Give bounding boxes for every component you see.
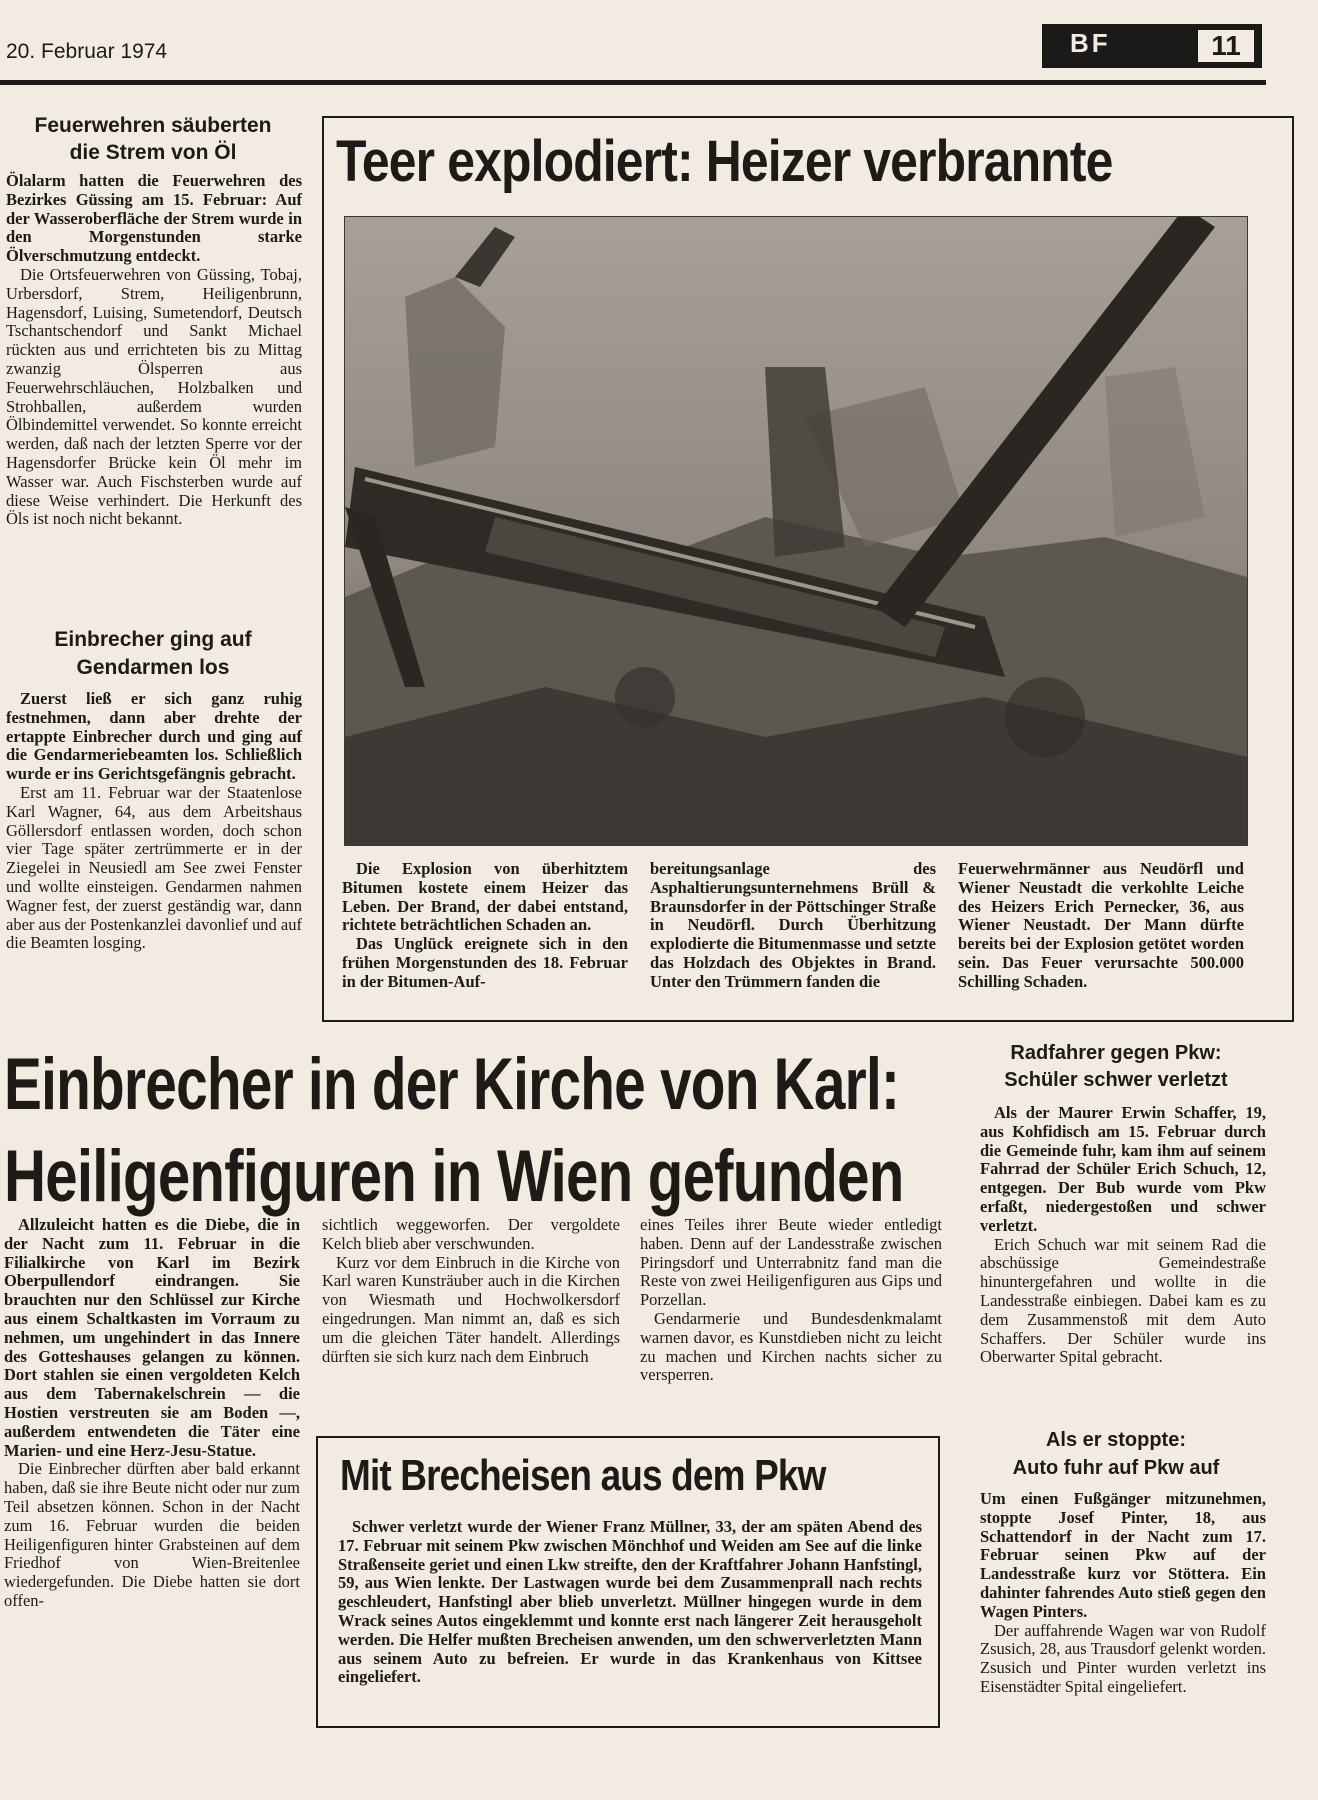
main-story-headline: Teer explodiert: Heizer verbrannte (336, 129, 1113, 194)
church-col-1 (4, 1216, 300, 1611)
oil-headline-line-1: Feuerwehren säuberten (34, 114, 272, 137)
oil-article-body (6, 172, 302, 529)
cyclist-headline-line-2: Schüler schwer verletzt (1004, 1069, 1228, 1091)
cyclist-headline (966, 1040, 1266, 1094)
oil-article-paragraph: Die Ortsfeuerwehren von Güssing, Tobaj, Urbersdorf, Strem, Heiligenbrunn, Hagensdorf, Luising, Sumetendorf, Deutsch Tschantschendorf und Sankt Michael rückten aus und errichteten bis zu Mittag zwanzig Ölsperren aus Feuerwehrschläuchen, Holzbalken und Strohballen, außerdem wurden Ölbindemittel verwendet. So konnte erreicht werden, daß nach der letzten Sperre vor der Hagensdorfer Brücke kein Öl mehr im Wasser war. Auch Fischsterben wurde auf diese Weise verhindert. Die Herkunft des Öls ist noch nicht bekannt. (6, 264, 302, 529)
cyclist-body (980, 1104, 1266, 1367)
church-col-2-p1: sichtlich weggeworfen. Der vergoldete Kelch blieb aber verschwunden. (322, 1215, 620, 1253)
burglar-headline-line-2: Gendarmen los (76, 656, 230, 679)
church-col-2 (322, 1216, 620, 1366)
crowbar-body (338, 1518, 922, 1687)
burglar-headline-line-1: Einbrecher ging auf (54, 628, 252, 651)
church-col-3-p1: eines Teiles ihrer Beute wieder entledigt haben. Denn auf der Landesstraße zwischen Piringsdorf und Unterrabnitz fand man die Reste von zwei Heiligenfiguren aus Gips und Porzellan. (640, 1215, 942, 1310)
crowbar-paragraph: Schwer verletzt wurde der Wiener Franz Müllner, 33, der am späten Abend des 17. Februar mit seinem Pkw zwischen Mönchhof und Weiden am See auf die linke Straßenseite geriet und einen Lkw streifte, den der Kraftfahrer Johann Hanfstingl, 59, aus Wien lenkte. Der Lastwagen wurde bei dem Zusammenprall nach rechts geschleudert, Hanfstingl aber blieb unverletzt. Müllner hingegen wurde in dem Wrack seines Autos eingeklemmt und konnte erst nach längerer Zeit herausgeholt werden. Die Helfer mußten Brecheisen anwenden, um den schwerverletzten Mann aus seinem Auto zu befreien. Er wurde in das Krankenhaus von Kittsee eingeliefert. (338, 1517, 922, 1687)
rearend-body (980, 1490, 1266, 1697)
rearend-headline (966, 1426, 1266, 1482)
oil-headline-line-2: die Strem von Öl (69, 141, 237, 164)
burglar-article-body (6, 690, 302, 953)
burglar-article-lead: Zuerst ließ er sich ganz ruhig festnehmen, dann aber drehte der ertappte Einbrecher durch und ging auf die Gendarmeriebeamten los. Schließlich wurde er ins Gerichtsgefängnis gebracht. (6, 689, 302, 784)
header-rule (0, 80, 1266, 85)
burglar-article-headline (8, 626, 298, 682)
main-caption-col-3 (958, 860, 1244, 992)
crowbar-headline: Mit Brecheisen aus dem Pkw (340, 1451, 826, 1500)
cyclist-headline-line-1: Radfahrer gegen Pkw: (1010, 1042, 1222, 1064)
main-caption-col-1 (342, 860, 628, 992)
rearend-headline-line-2: Auto fuhr auf Pkw auf (1012, 1457, 1220, 1479)
church-col-2-p2: Kurz vor dem Einbruch in die Kirche von Karl waren Kunsträuber auch in die Kirchen von Wiesmath und Hochwolkersdorf eingedrungen. Man nimmt an, daß es sich um die gleichen Täter handelt. Allerdings dürften sie sich kurz nach dem Einbruch (322, 1252, 620, 1366)
church-col-3-p2: Gendarmerie und Bundesdenkmalamt warnen davor, es Kunstdieben nicht zu leicht zu machen und Kirchen nachts sicher zu versperren. (640, 1308, 942, 1385)
church-headline-line-2: Heiligenfiguren in Wien gefunden (4, 1136, 904, 1217)
issue-date: 20. Februar 1974 (6, 40, 168, 63)
main-caption-col-2-text: bereitungsanlage des Asphaltierungsunternehmens Brüll & Braunsdorfer in der Pöttschinger Straße in Neudörfl. Durch Überhitzung explodierte die Bitumenmasse und setzte das Holzdach des Objektes in Brand. Unter den Trümmern fanden die (650, 859, 936, 991)
cyclist-lead: Als der Maurer Erwin Schaffer, 19, aus Kohfidisch am 15. Februar durch die Gemeinde fuhr, kam ihm auf seinem Fahrrad der Schüler Erich Schuch, 12, entgegen. Der Bub wurde vom Pkw erfaßt, niedergestoßen und schwer verletzt. (980, 1103, 1266, 1235)
rearend-paragraph: Der auffahrende Wagen war von Rudolf Zsusich, 28, aus Trausdorf gelenkt worden. Zsusich und Pinter wurden verletzt ins Eisenstädter Spital eingeliefert. (980, 1620, 1266, 1696)
main-caption-lead: Die Explosion von überhitztem Bitumen kostete einem Heizer das Leben. Der Brand, der dabei entstand, richtete beträchtlichen Schaden an. (342, 859, 628, 935)
main-caption-col-2 (650, 860, 936, 992)
main-caption-col-1-rest: Das Unglück ereignete sich in den frühen Morgenstunden des 18. Februar in der Bitumen-Auf- (342, 934, 628, 991)
rearend-lead: Um einen Fußgänger mitzunehmen, stoppte Josef Pinter, 18, aus Schattendorf in der Nacht zum 17. Februar seinen Pkw auf der Landesstraße kurz vor Stöttera. Ein dahinter fahrendes Auto stieß gegen den Wagen Pinters. (980, 1489, 1266, 1621)
fire-scene-illustration (345, 217, 1247, 845)
oil-article-headline (8, 112, 298, 166)
church-col-1-rest: Die Einbrecher dürften aber bald erkannt haben, daß sie ihre Beute nicht oder nur zum Teil absetzen können. Schon in der Nacht zum 16. Februar wurden die beiden Heiligenfiguren hinter Grabsteinen auf dem Friedhof von Wien-Breitenlee wiedergefunden. Die Diebe hatten sie dort offen- (4, 1459, 300, 1610)
rearend-headline-line-1: Als er stoppte: (1045, 1429, 1187, 1451)
section-label: BF (1070, 28, 1111, 58)
cyclist-paragraph: Erich Schuch war mit seinem Rad die abschüssige Gemeindestraße hinuntergefahren und wollte in die Landesstraße einbiegen. Dabei kam es zu dem Zusammenstoß mit dem Auto Schaffers. Der Schüler wurde ins Oberwarter Spital gebracht. (980, 1234, 1266, 1367)
oil-article-lead: Ölalarm hatten die Feuerwehren des Bezirkes Güssing am 15. Februar: Auf der Wasseroberfläche der Strem wurde in den Morgenstunden starke Ölverschmutzung entdeckt. (6, 171, 302, 266)
burglar-article-paragraph: Erst am 11. Februar war der Staatenlose Karl Wagner, 64, aus dem Arbeitshaus Göllersdorf entlassen worden, doch schon vier Tage später zertrümmerte er in der Ziegelei in Neusiedl am See zwei Fenster und wollte einsteigen. Gendarmen nahmen Wagner fest, der zuerst geständig war, dann aber aus der Postenkanzlei davonlief und auf die Beamten losging. (6, 782, 302, 953)
page-number: 11 (1211, 30, 1241, 61)
fire-scene-photo (344, 216, 1248, 846)
church-lead: Allzuleicht hatten es die Diebe, die in der Nacht zum 11. Februar in die Filialkirche von Karl im Bezirk Oberpullendorf eindrangen. Sie brauchten nur den Schlüssel zur Kirche aus einem Schaltkasten im Vorraum zu nehmen, um ungehindert in das Innere des Gotteshauses gelangen zu können. Dort stahlen sie einen vergoldeten Kelch aus dem Tabernakelschrein — die Hostien verstreuten sie am Boden —, außerdem entwendeten die Täter eine Marien- und eine Herz-Jesu-Statue. (4, 1215, 300, 1460)
church-headline-line-1: Einbrecher in der Kirche von Karl: (4, 1044, 900, 1125)
church-col-3 (640, 1216, 942, 1385)
main-caption-col-3-text: Feuerwehrmänner aus Neudörfl und Wiener Neustadt die verkohlte Leiche des Heizers Erich Pernecker, 36, aus Wiener Neustadt. Der Mann dürfte bereits bei der Explosion getötet worden sein. Das Feuer verursachte 500.000 Schilling Schaden. (958, 859, 1244, 991)
